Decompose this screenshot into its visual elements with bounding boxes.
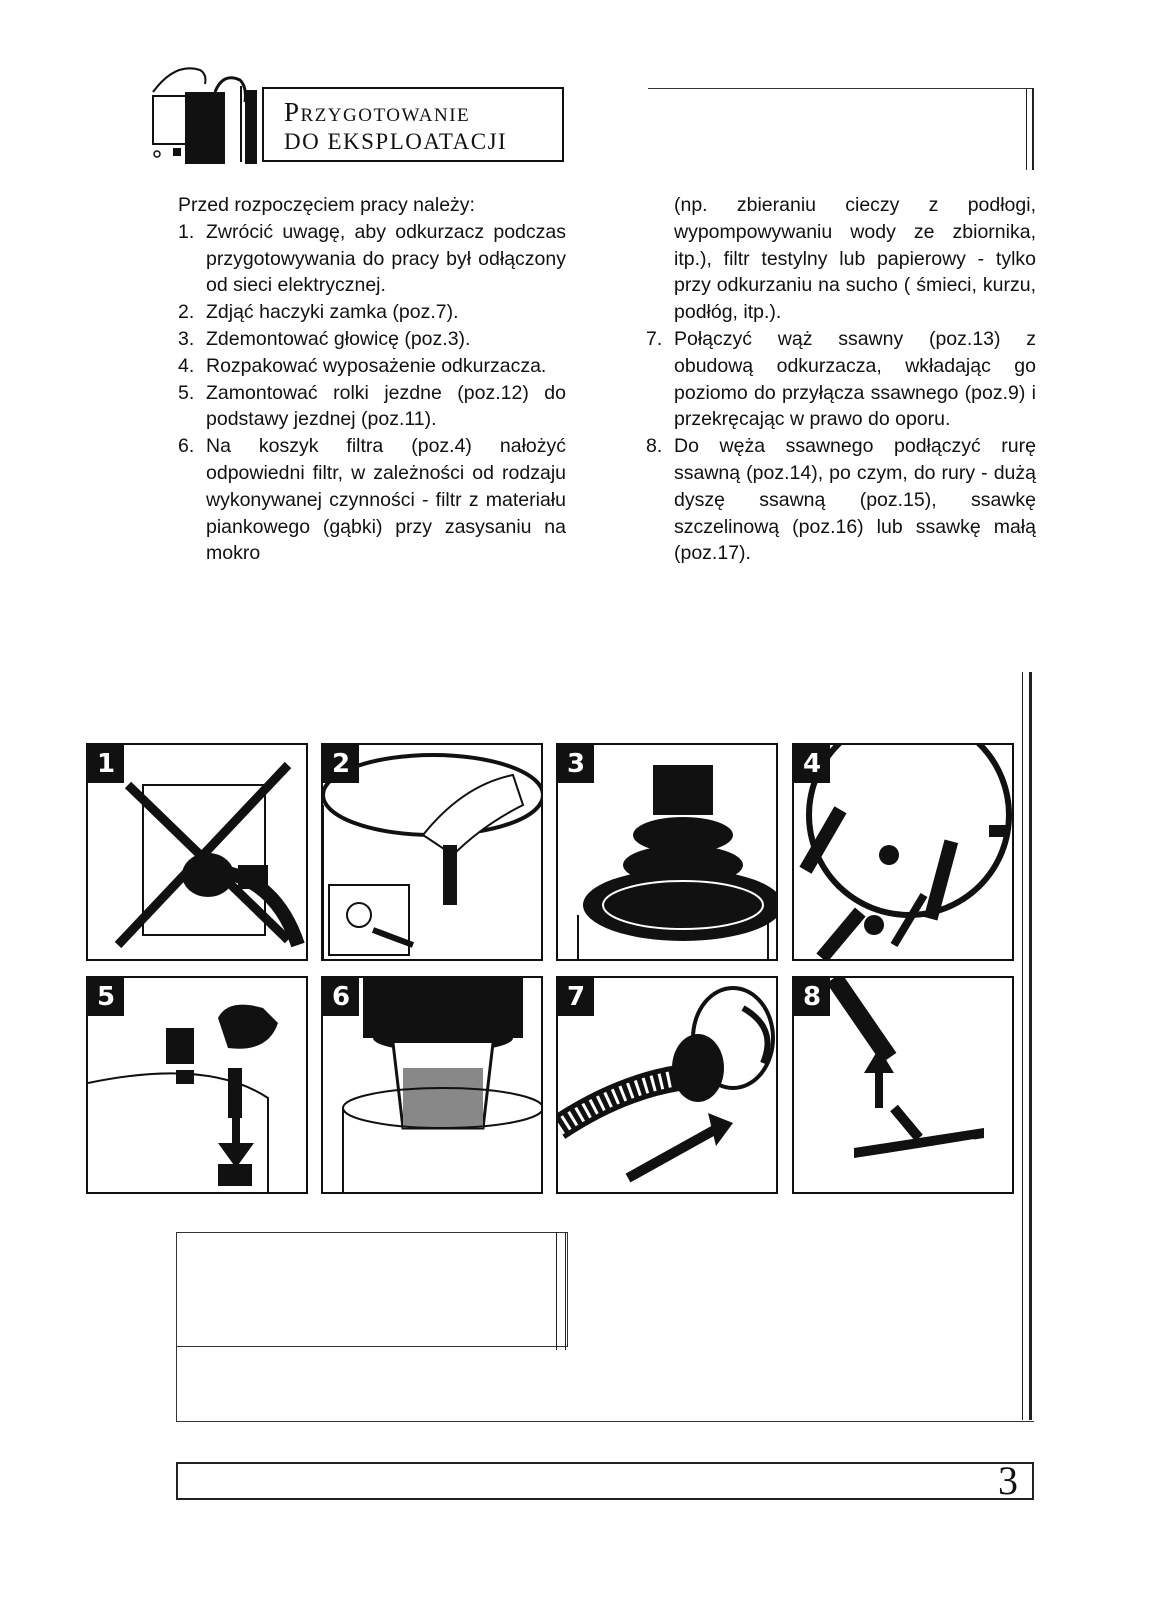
title-line-2: DO EKSPLOATACJI — [284, 129, 508, 154]
panel-number: 3 — [558, 745, 594, 783]
step-number: 3. — [178, 327, 195, 350]
panel-number: 7 — [558, 978, 594, 1016]
step-text: Połączyć wąż ssawny (poz.13) z obudową odkurzacza, wkładając go poziomo do przyłącza ssawnego (poz.9) i przekręcając w prawo do oporu. — [674, 327, 1036, 431]
step-continuation — [646, 192, 1036, 326]
intro-text: Przed rozpoczęciem pracy należy: — [178, 194, 475, 216]
step-text: Do węża ssawnego podłączyć rurę ssawną (poz.14), po czym, do rury - dużą dyszę ssawną (poz.15), ssawkę szczelinową (poz.16) lub ssawkę małą (poz.17). — [674, 435, 1036, 565]
panel-number: 6 — [323, 978, 359, 1016]
panel-number: 2 — [323, 745, 359, 783]
step-item — [178, 299, 566, 326]
illustration-panel-7 — [556, 976, 778, 1194]
step-number: 6. — [178, 435, 195, 458]
step-item — [178, 433, 566, 567]
section-title — [262, 87, 564, 162]
left-column — [178, 192, 566, 567]
vacuum-cleaner-icon — [145, 62, 263, 167]
illustration-panel-6 — [321, 976, 543, 1194]
step-number: 2. — [178, 301, 195, 324]
decorative-frame — [648, 88, 1034, 170]
step-number: 5. — [178, 381, 195, 404]
panel-number: 5 — [88, 978, 124, 1016]
step-item — [646, 433, 1036, 567]
step-text: Zdemontować głowicę (poz.3). — [206, 327, 471, 350]
step-text: Zwrócić uwagę, aby odkurzacz podczas przygotowywania do pracy był odłączony od sieci elektrycznej. — [206, 220, 566, 297]
illustration-panel-2 — [321, 743, 543, 961]
illustration-panel-1 — [86, 743, 308, 961]
decorative-bar — [1026, 88, 1034, 170]
step-item — [178, 380, 566, 434]
panel-number: 1 — [88, 745, 124, 783]
step-item — [178, 353, 566, 380]
step-number: 8. — [646, 435, 663, 458]
footer-bar — [176, 1458, 1034, 1503]
step-text: Zamontować rolki jezdne (poz.12) do podstawy jezdnej (poz.11). — [206, 381, 566, 431]
step-text: Rozpakować wyposażenie odkurzacza. — [206, 354, 547, 377]
page-number: 3 — [998, 1458, 1018, 1503]
panel-number: 8 — [794, 978, 830, 1016]
illustration-panel-8 — [792, 976, 1014, 1194]
step-item — [178, 219, 566, 299]
decorative-bar — [556, 1232, 566, 1350]
step-text: Na koszyk filtra (poz.4) nałożyć odpowiedni filtr, w zależności od rodzaju wykonywanej czynności - filtr z materiału piankowego (gąbki) przy zasysaniu na mokro — [206, 435, 566, 565]
step-item — [646, 326, 1036, 433]
illustration-panel-3 — [556, 743, 778, 961]
step-item — [178, 326, 566, 353]
illustration-panel-5 — [86, 976, 308, 1194]
step-number: 1. — [178, 220, 195, 243]
right-column — [646, 192, 1036, 567]
panel-number: 4 — [794, 745, 830, 783]
step-number: 7. — [646, 327, 663, 350]
step-text: Zdjąć haczyki zamka (poz.7). — [206, 301, 459, 324]
continuation-text: (np. zbieraniu cieczy z podłogi, wypompowywaniu wody ze zbiornika, itp.), filtr testylny lub papierowy - tylko przy odkurzaniu na sucho ( śmieci, kurzu, podłóg, itp.). — [674, 194, 1036, 324]
decorative-frame — [176, 1232, 568, 1347]
title-line-1: Przygotowanie — [284, 97, 471, 127]
illustration-panel-4 — [792, 743, 1014, 961]
step-number: 4. — [178, 354, 195, 377]
